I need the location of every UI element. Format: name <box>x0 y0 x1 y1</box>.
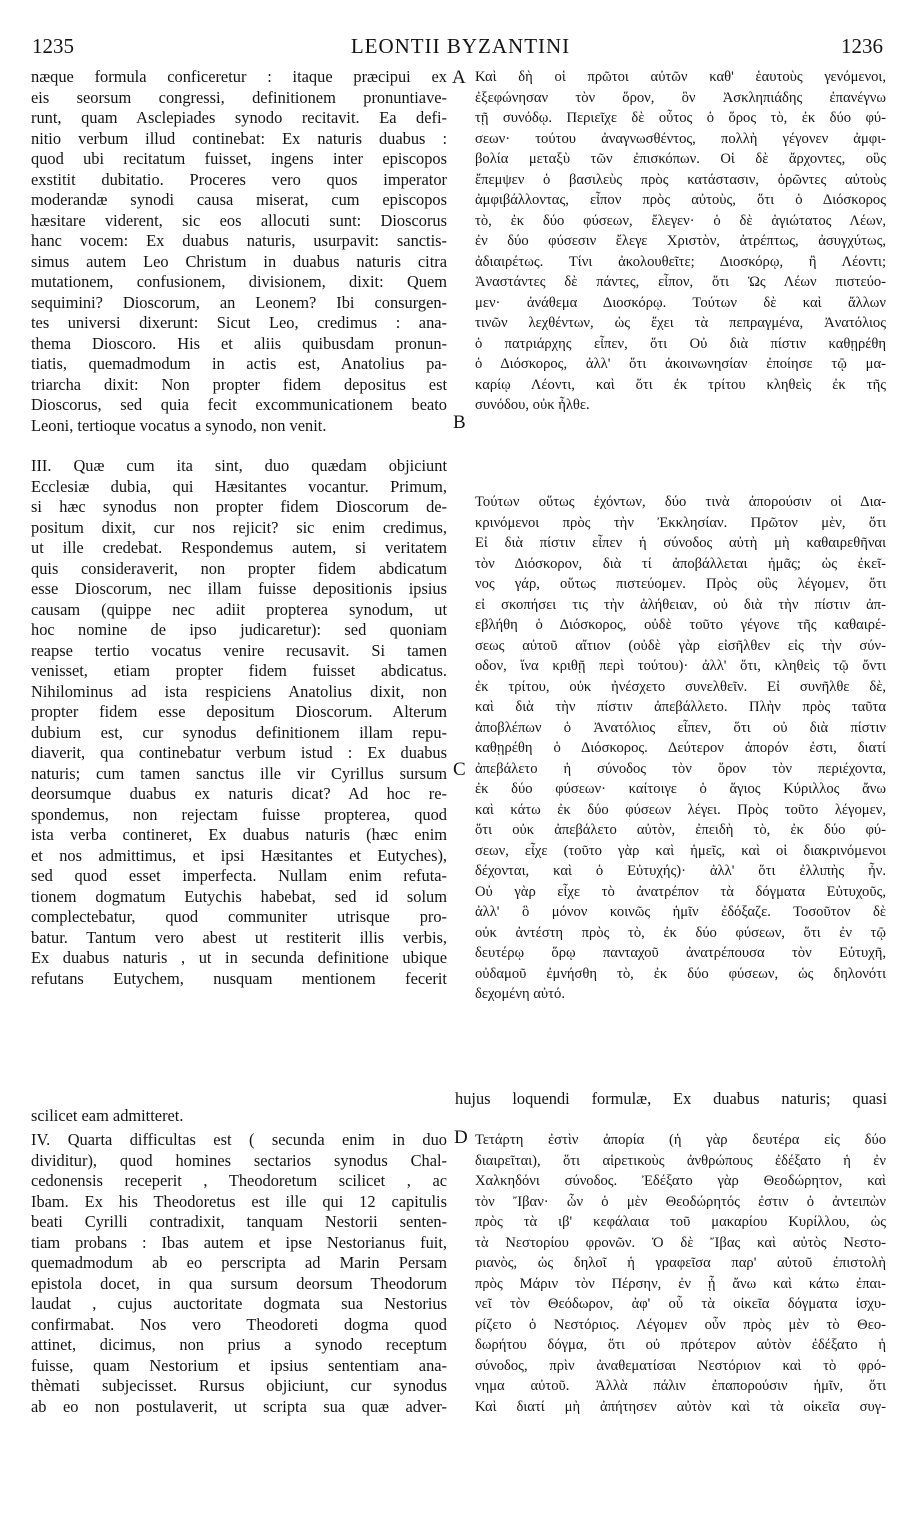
text-line: βολία μεταξὺ τῶν ἐπισκόπων. Οἱ δὲ ἄρχοντες, οὓς <box>475 151 886 167</box>
text-line: confirmabat. Nos vero Theodoreti dogma quod <box>31 1314 447 1334</box>
text-line: ἐξεφώνησαν τὸν ὅρον, ὃν Ἀσκληπιάδης ἐπανέγνω <box>475 89 886 106</box>
text-line: Τούτων οὕτως ἐχόντων, δύο τινὰ ἀπορούσιν οἱ Δια- <box>475 494 886 510</box>
text-line: nitio verbum illud continebat: Ex naturis duabus : <box>31 128 447 148</box>
text-line: simus autem Leo Christum in duabus naturis citra <box>31 251 447 271</box>
text-line: οὐδαμοῦ ἐμνήσθη τὸ, ἐκ δύο φύσεων, ὡς δηλονότι <box>475 965 886 982</box>
text-line: σύνοδος, πρὶν ἀναθεματίσαι Νεστόριον καὶ τὸ φρό- <box>475 1357 886 1374</box>
text-line: ὁ πατριάρχης εἶπεν, ὅτι Οὐ διὰ πίστιν καθῃρέθη <box>475 335 886 352</box>
text-line: eis seorsum congressi, definitionem pronuntiave- <box>31 87 447 107</box>
margin-marker-d: D <box>454 1127 468 1148</box>
text-line: πρὸς Μάριν τὸν Πέρσην, ἐν ᾗ ἄνω καὶ κάτω ἐπαι- <box>475 1275 886 1292</box>
text-line: καὶ διὰ τὴν πίστιν ἀπεβάλλετο. Πλὴν πρὸς ταῦτα <box>475 699 886 715</box>
text-line: Ibam. Ex his Theodoretus est ille qui 12 capitulis <box>31 1191 447 1211</box>
text-line: Χαλκηδόνι σύνοδος. Ἐδέξατο γὰρ Θεοδώρητον, καὶ <box>475 1173 886 1189</box>
text-line: Nihilominus ad ista respiciens Anatolius dixit, non <box>31 681 447 701</box>
text-line: σεως αὐτοῦ αἴτιον (οὐδὲ γὰρ εἰσῆλθεν εἰς τὴν σύν- <box>475 637 886 654</box>
text-line: hanc vocem: Ex duabus naturis, usurpavit: sanctis- <box>31 231 447 250</box>
text-line: ρίζετο ὁ Νεστόριος. Λέγομεν οὖν πρὸς μὲν τὸ Θεο- <box>475 1316 886 1333</box>
text-line: δευτέρῳ ὅρῳ πανταχοῦ ἀνατρέπουσα τὸν Εὐτυχῆ, <box>475 945 886 961</box>
text-line: σεων, εἶχε (τοῦτο γὰρ καὶ ἡμεῖς, καὶ οἱ διακρινόμενοι <box>475 842 886 859</box>
text-line: τὰ Νεστορίου φρονῶν. Ὁ δὲ Ἴβας καὶ αὐτὸς Νεστο- <box>475 1234 886 1251</box>
text-line: Ex duabus naturis , ut in secunda definitione ubique <box>31 948 447 967</box>
text-line: thema Dioscoro. His et aliis quibusdam pronun- <box>31 333 447 353</box>
text-line: ab eo non postulaverit, ut scripta sua quæ adver- <box>31 1396 447 1416</box>
text-line: ἀπεβάλετο ἡ σύνοδος τὸν ὅρον τὸν περιέχοντα, <box>475 760 886 777</box>
text-line: ἀδιαιρέτως. Τίνι ἀκολουθεῖτε; Διοσκόρῳ, ἢ Λέοντι; <box>475 253 886 270</box>
text-line: Dioscorus, sed quia fecit excommunicationem beato <box>31 395 447 414</box>
text-line: ἀποβλέπων ὁ Ἀνατόλιος εἶπεν, ὅτι οὐ διὰ πίστιν <box>475 719 886 736</box>
text-line: Ecclesiæ dubia, qui Hæsitantes vocantur. Primum, <box>31 476 447 496</box>
text-line: laudat , cujus auctoritate dogmata sua Nestorius <box>31 1294 447 1313</box>
text-line: τὸν Ἴβαν· ὧν ὁ μὲν Θεοδώρητός ἐστιν ὁ ἀντειπὼν <box>475 1193 886 1210</box>
text-line: ὅτι οὐκ ἀπεβάλετο αὐτὸν, ἐπειδὴ τὸ, ἐκ δύο φύ- <box>475 822 886 838</box>
text-line: causam (quippe nec adiit propterea synodum, ut <box>31 599 447 619</box>
text-line: naturis; cum tamen sanctus ille vir Cyrillus sursum <box>31 763 447 783</box>
text-line: ista verba contineret, Ex duabus naturis (hæc enim <box>31 825 447 844</box>
text-line: batur. Tantum vero abest ut restiterit illis verbis, <box>31 927 447 947</box>
text-line: ἐν δύο φύσεσιν ἔλεγε Χριστὸν, ἀτρέπτως, ἀσυγχύτως, <box>475 233 886 249</box>
greek-paragraph-1 <box>475 67 886 416</box>
page-number-right: 1236 <box>841 34 883 58</box>
text-line: venisset, etiam propter fidem fuisset abdicatus. <box>31 661 447 680</box>
text-line: δωρήτου δόγμα, ὅτι οὐ πρότερον αὐτὸν ἐδέξατο ἡ <box>475 1337 886 1353</box>
margin-marker-b: B <box>453 412 466 433</box>
text-line: tiatis, quemadmodum in actis est, Anatolius pa- <box>31 354 447 373</box>
text-line: sed quod esset imperfecta. Nullam enim refuta- <box>31 866 447 885</box>
text-line: Ἀναστάντες δὲ πάντες, εἶπον, ὅτι Ὡς Λέων πιστεύο- <box>475 274 886 290</box>
text-line: οὐκ ἀντέστη πρὸς τὸ, ἐκ δύο φύσεων, ὅτι ἐν τῷ <box>475 924 886 941</box>
latin-paragraph-2-end: scilicet eam admitteret. <box>31 1106 184 1125</box>
text-line: propter fidem esse depositum Dioscorum. Alterum <box>31 702 447 721</box>
text-line: fuisse, quam Nestorium et ipsius sententiam ana- <box>31 1355 447 1375</box>
text-line: exstitit dubitatio. Proceres vero quos imperator <box>31 169 447 189</box>
text-line: ἀμφιβάλλοντας, εἶπον πρὸς αὐτοὺς, ὅτι ὁ Διόσκορος <box>475 192 886 208</box>
text-line: triarcha dixit: Non propter fidem depositus est <box>31 374 447 394</box>
text-line: positum dixit, cur nos rejicit? sic enim credimus, <box>31 517 447 537</box>
text-line: refutans Eutychem, nusquam mentionem fecerit <box>31 968 447 988</box>
text-line: τὸν Διόσκορον, διὰ τί ἀποβάλλεται ἡμᾶς; ὡς ἐκεῖ- <box>475 555 886 572</box>
text-line: Καὶ διατί μὴ ἀπήτησεν αὐτὸν καὶ τὰ οἰκεῖα συγ- <box>475 1398 886 1415</box>
margin-marker-c: C <box>453 759 466 780</box>
text-line: reapse tertio vocatus venire recusavit. Si tamen <box>31 640 447 660</box>
text-line: complectebatur, quod communiter utrisque pro- <box>31 907 447 926</box>
text-line: si hæc synodus non propter fidem Dioscorum de- <box>31 497 447 516</box>
text-line: IV. Quarta difficultas est ( secunda enim in duo <box>31 1130 447 1149</box>
text-line: ἔπεμψεν ὁ βασιλεὺς πρὸς κατάστασιν, ὁρῶντες αὐτοὺς <box>475 171 886 188</box>
text-line: Εἰ διὰ πίστιν εἶπεν ἡ σύνοδος αὐτὴ μὴ καθαιρεθῆναι <box>475 535 886 551</box>
text-line: τῇ συνόδῳ. Περιεῖχε δὲ οὗτος ὁ ὅρος τὸ, ἐκ δύο φύ- <box>475 110 886 126</box>
text-line: οδον, ἵνα κριθῇ περὶ τούτου)· ἀλλ' ὅτι, κληθεὶς τῷ ὄντι <box>475 658 886 674</box>
text-line: ἐκ τρίτου, οὐκ ἠνέσχετο συνελθεῖν. Εἰ συνῆλθε δὲ, <box>475 678 886 695</box>
page-number-left: 1235 <box>32 34 74 58</box>
text-line: attinet, dicimus, non prius a synodo receptum <box>31 1335 447 1354</box>
text-line: næque formula conficeretur : itaque præcipui ex <box>31 67 447 86</box>
text-line: τὸ, ἐκ δύο φύσεων, ἔλεγεν· ὁ δὲ ἁγιώτατος Λέων, <box>475 212 886 229</box>
text-line: ριανὸς, ὡς δηλοῖ ἡ γραφεῖσα παρ' αὐτοῦ ἐπιστολὴ <box>475 1255 886 1271</box>
text-line: tiam probans : Ibas autem et ipse Nestorianus fuit, <box>31 1232 447 1252</box>
text-line: spondemus, non rejectam fuisse propterea, quod <box>31 804 447 824</box>
text-line: sequimini? Dioscorum, an Leonem? Ibi consurgen- <box>31 292 447 312</box>
text-line: esse Dioscorum, nec illam fuisse depositionis ipsius <box>31 579 447 598</box>
text-line: κρινόμενοι πρὸς τὴν Ἐκκλησίαν. Πρῶτον μὲν, ὅτι <box>475 514 886 531</box>
text-line: μεν· ἀνάθεμα Διοσκόρῳ. Τούτων δὲ καὶ ἄλλων <box>475 294 886 311</box>
text-line: πρὸς τὰ ιβ' κεφάλαια τοῦ μακαρίου Κυρίλλου, ὡς <box>475 1214 886 1230</box>
text-line: quemadmodum ab eo perscripta ad Marin Persam <box>31 1253 447 1272</box>
text-line: et nos admittimus, et ipsi Hæsitantes et Eutyches), <box>31 845 447 865</box>
text-line: quis consideraverit, non propter fidem abdicatum <box>31 558 447 578</box>
text-line: ἐκ δύο φύσεων· καίτοιγε ὁ ἅγιος Κύριλλος ἄνω <box>475 781 886 797</box>
text-line: epistola docet, in qua sursum deorsum Theodorum <box>31 1273 447 1293</box>
text-line: συνόδου, οὐκ ἦλθε. <box>475 397 590 413</box>
text-line: εἰ σκοπήσει τις τὴν ἀλήθειαν, οὐ διὰ τὴν πίστιν ἀπ- <box>475 596 886 613</box>
latin-paragraph-2 <box>31 456 447 989</box>
text-line: καρίῳ Λέοντι, καὶ ὅτι ἐκ τρίτου κληθεὶς ἐκ τῆς <box>475 376 886 393</box>
text-line: quod ubi recitatum fuisset, ingens inter episcopos <box>31 149 447 168</box>
text-line: moderandæ synodi causa miserat, cum episcopos <box>31 190 447 209</box>
text-line: diaverit, qua continebatur verbum istud : Ex duabus <box>31 743 447 762</box>
text-line: καὶ κάτω ἐκ δύο φύσεων λέγει. Πρὸς τοῦτο λέγομεν, <box>475 801 886 818</box>
text-line: νος γάρ, οὕτως πιστεύομεν. Πρὸς οὓς λέγομεν, ὅτι <box>475 576 886 592</box>
text-line: Καὶ δὴ οἱ πρῶτοι αὐτῶν καθ' ἑαυτοὺς γενόμενοι, <box>475 69 886 85</box>
text-line: καθῃρέθη ὁ Διόσκορος. Δεύτερον ἀπορόν ἐστι, διατί <box>475 740 886 756</box>
running-head: LEONTII BYZANTINI <box>350 34 571 58</box>
greek-paragraph-3 <box>475 1130 886 1417</box>
text-line: ut ille credebat. Respondemus autem, si veritatem <box>31 538 447 557</box>
text-line: εβλήθη ὁ Διόσκορος, οὐδὲ τοῦτο γέγονε τῆς καθαιρέ- <box>475 617 886 633</box>
text-line: dividitur), quod homines sectarios synodus Chal- <box>31 1150 447 1170</box>
text-line: deorsumque duabus ex naturis dicat? Ad hoc re- <box>31 784 447 803</box>
text-line: tionem dogmatum Eutychis habebat, sed id solum <box>31 886 447 906</box>
text-line: Οὐ γὰρ εἶχε τὸ ἀνατρέπον τὰ δόγματα Εὐτυχοῦς, <box>475 883 886 900</box>
text-line: beati Cyrilli contradixit, tanquam Nestorii senten- <box>31 1212 447 1231</box>
text-line: ἀλλ' ὃ μόνον κοινῶς ἡμῖν ἐδόξαζε. Τοσοῦτον δὲ <box>475 904 886 920</box>
text-line: Τετάρτη ἐστὶν ἀπορία (ἡ γὰρ δευτέρα εἰς δύο <box>475 1132 886 1148</box>
text-line: τινῶν λεχθέντων, ὡς ἔχει τὰ πεπραγμένα, Ἀνατόλιος <box>475 315 886 331</box>
text-line: tes universi dixerunt: Sicut Leo, credimus : ana- <box>31 313 447 332</box>
greek-paragraph-2 <box>475 492 886 1005</box>
text-line: Leoni, tertioque vocatus a synodo, non venit. <box>31 415 327 435</box>
latin-full-width-line: hujus loquendi formulæ, Ex duabus naturis; quasi <box>455 1089 887 1108</box>
text-line: dubium est, cur synodus definitionem illam repu- <box>31 722 447 742</box>
text-line: δεχομένη αὐτό. <box>475 986 565 1002</box>
text-line: hoc nomine de ipso judicaretur): sed quoniam <box>31 620 447 639</box>
text-line: νεῖ τὸν Θεόδωρον, ἀφ' οὗ τὰ οἰκεῖα δόγματα ἰσχυ- <box>475 1296 886 1312</box>
text-line: III. Quæ cum ita sint, duo quædam objiciunt <box>31 456 447 475</box>
text-line: hæsitare viderent, sic eos allocuti sunt: Dioscorus <box>31 210 447 230</box>
margin-marker-a: A <box>452 67 466 88</box>
text-line: δέχονται, καὶ ὁ Εὐτυχής)· ἀλλ' ὅτι ἐλλιπὴς ἦν. <box>475 863 886 879</box>
text-line: νημα αὐτοῦ. Ἀλλὰ πάλιν ἐπαπορούσιν ἡμῖν, ὅτι <box>475 1378 886 1394</box>
text-line: thèmati subjecisset. Rursus objiciunt, cur synodus <box>31 1376 447 1395</box>
text-line: ὁ Διόσκορος, ἀλλ' ὅτι ἀκοινωνησίαν ἐποίησε τῷ μα- <box>475 356 886 372</box>
latin-paragraph-3 <box>31 1130 447 1417</box>
text-line: cedonensis receperit , Theodoretum scilicet , ac <box>31 1171 447 1190</box>
text-line: σεων· τούτου ἀναγνωσθέντος, πολλὴ γέγονεν ἀμφι- <box>475 130 886 147</box>
text-line: διαιρεῖται), ὅτι αἱρετικοὺς ἀνθρώπους ἐδέξατο ἡ ἐν <box>475 1152 886 1169</box>
text-line: mutationem, confusionem, divisionem, dixit: Quem <box>31 272 447 291</box>
latin-paragraph-1 <box>31 67 447 436</box>
text-line: runt, quam Asclepiades synodo recitavit. Ea defi- <box>31 108 447 127</box>
